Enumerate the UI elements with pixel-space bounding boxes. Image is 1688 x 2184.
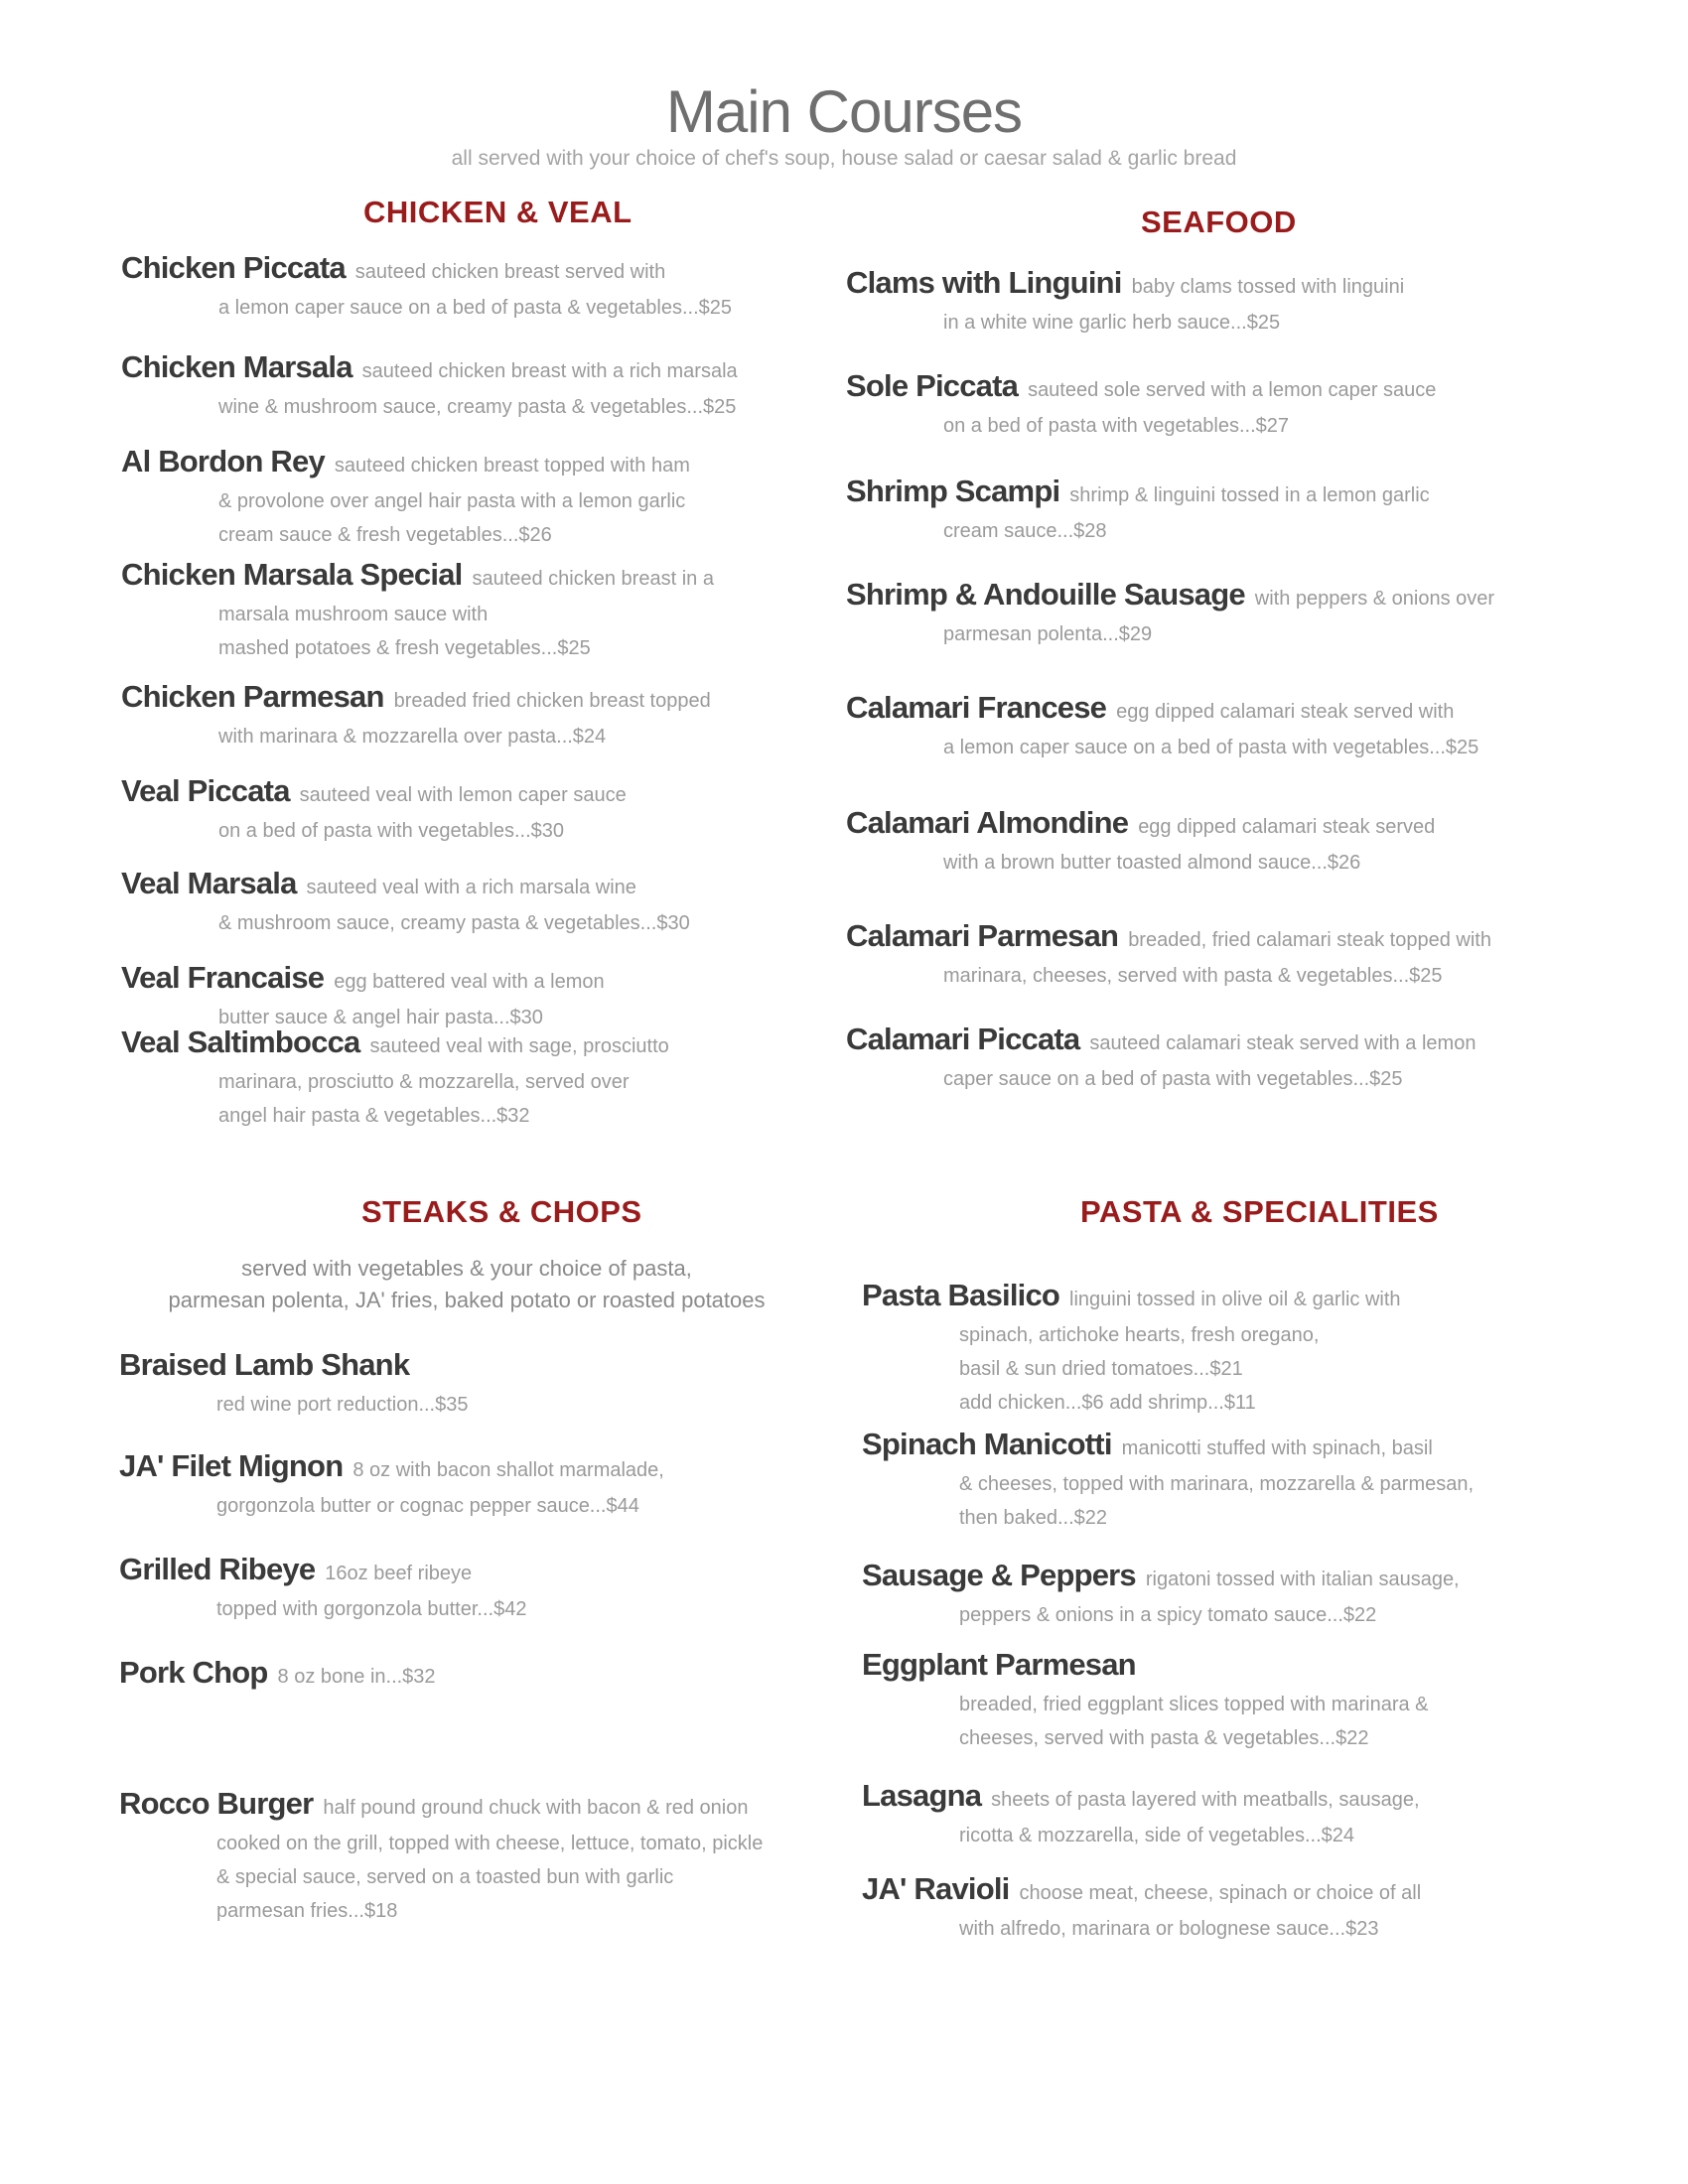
- item-desc: choose meat, cheese, spinach or choice of all: [1019, 1882, 1422, 1904]
- item-desc: marinara, prosciutto & mozzarella, served over: [218, 1071, 630, 1093]
- menu-item-eggplant-parmesan: [862, 1648, 1577, 1755]
- item-desc: caper sauce on a bed of pasta with vegetables...$25: [943, 1068, 1403, 1090]
- item-name: Shrimp & Andouille Sausage: [846, 577, 1245, 612]
- item-desc: egg dipped calamari steak served: [1138, 816, 1436, 838]
- item-desc: marsala mushroom sauce with: [218, 604, 489, 625]
- item-desc: ricotta & mozzarella, side of vegetables...$24: [959, 1825, 1354, 1846]
- steaks-note: [109, 1253, 824, 1316]
- item-desc: 8 oz bone in...$32: [277, 1666, 436, 1688]
- item-desc: with marinara & mozzarella over pasta...$24: [218, 726, 607, 748]
- item-desc: topped with gorgonzola butter...$42: [216, 1598, 527, 1620]
- item-desc: basil & sun dried tomatoes...$21: [959, 1358, 1243, 1380]
- item-desc: angel hair pasta & vegetables...$32: [218, 1105, 530, 1127]
- item-name: Sausage & Peppers: [862, 1558, 1136, 1592]
- item-desc: in a white wine garlic herb sauce...$25: [943, 312, 1281, 334]
- item-desc: baby clams tossed with linguini: [1131, 276, 1405, 298]
- item-desc: sauteed veal with sage, prosciutto: [369, 1035, 669, 1057]
- menu-item-ravioli: [862, 1872, 1577, 1946]
- item-name: Clams with Linguini: [846, 265, 1122, 300]
- item-name: Calamari Francese: [846, 690, 1107, 725]
- item-desc: manicotti stuffed with spinach, basil: [1121, 1437, 1433, 1459]
- menu-item-spinach-manicotti: [862, 1428, 1577, 1535]
- item-name: Veal Marsala: [121, 866, 297, 900]
- item-name: Calamari Parmesan: [846, 918, 1119, 953]
- item-name: Eggplant Parmesan: [862, 1647, 1136, 1682]
- item-desc: sauteed calamari steak served with a lemon: [1089, 1032, 1477, 1054]
- item-name: Chicken Parmesan: [121, 679, 384, 714]
- item-name: Shrimp Scampi: [846, 474, 1060, 508]
- item-desc: cooked on the grill, topped with cheese, lettuce, tomato, pickle: [216, 1833, 764, 1854]
- item-desc: parmesan fries...$18: [216, 1900, 398, 1922]
- item-desc: on a bed of pasta with vegetables...$27: [943, 415, 1290, 437]
- item-desc: then baked...$22: [959, 1507, 1108, 1529]
- item-desc: wine & mushroom sauce, creamy pasta & vegetables...$25: [218, 396, 737, 418]
- item-name: JA' Filet Mignon: [119, 1448, 344, 1483]
- item-desc: butter sauce & angel hair pasta...$30: [218, 1007, 543, 1028]
- item-desc: a lemon caper sauce on a bed of pasta & vegetables...$25: [218, 297, 733, 319]
- menu-item-lamb-shank: [119, 1348, 755, 1422]
- section-heading-steaks-chops: STEAKS & CHOPS: [361, 1194, 642, 1229]
- menu-item-grilled-ribeye: [119, 1553, 755, 1626]
- item-desc: add chicken...$6 add shrimp...$11: [959, 1392, 1256, 1414]
- item-desc: & special sauce, served on a toasted bun with garlic: [216, 1866, 674, 1888]
- menu-item-calamari-parmesan: [846, 919, 1561, 993]
- item-desc: gorgonzola butter or cognac pepper sauce...$44: [216, 1495, 639, 1517]
- item-desc: & mushroom sauce, creamy pasta & vegetables...$30: [218, 912, 690, 934]
- item-desc: shrimp & linguini tossed in a lemon garlic: [1069, 484, 1430, 506]
- menu-item-shrimp-scampi: [846, 475, 1561, 548]
- item-desc: cream sauce & fresh vegetables...$26: [218, 524, 552, 546]
- menu-item-chicken-parmesan: [121, 680, 757, 753]
- item-name: Veal Piccata: [121, 773, 290, 808]
- item-name: Sole Piccata: [846, 368, 1019, 403]
- item-name: Calamari Piccata: [846, 1022, 1080, 1056]
- item-desc: sauteed veal with lemon caper sauce: [299, 784, 627, 806]
- item-desc: & provolone over angel hair pasta with a lemon garlic: [218, 490, 686, 512]
- menu-item-chicken-piccata: [121, 251, 757, 325]
- item-desc: sheets of pasta layered with meatballs, sausage,: [991, 1789, 1420, 1811]
- item-desc: a lemon caper sauce on a bed of pasta with vegetables...$25: [943, 737, 1479, 758]
- item-name: Veal Francaise: [121, 960, 325, 995]
- section-heading-pasta: PASTA & SPECIALITIES: [1080, 1194, 1439, 1229]
- item-name: Grilled Ribeye: [119, 1552, 316, 1586]
- menu-item-sausage-peppers: [862, 1559, 1577, 1632]
- item-desc: with a brown butter toasted almond sauce...$26: [943, 852, 1361, 874]
- menu-item-pork-chop: [119, 1656, 755, 1696]
- menu-item-veal-piccata: [121, 774, 757, 848]
- menu-item-filet-mignon: [119, 1449, 755, 1523]
- item-desc: with peppers & onions over: [1254, 588, 1495, 610]
- item-name: Al Bordon Rey: [121, 444, 325, 478]
- item-desc: breaded, fried eggplant slices topped with marinara &: [959, 1694, 1429, 1715]
- item-name: Pork Chop: [119, 1655, 268, 1690]
- item-desc: rigatoni tossed with italian sausage,: [1145, 1569, 1460, 1590]
- menu-item-clams-linguini: [846, 266, 1561, 340]
- item-desc: sauteed chicken breast served with: [354, 261, 666, 283]
- item-desc: cheeses, served with pasta & vegetables...$22: [959, 1727, 1369, 1749]
- menu-item-al-bordon-rey: [121, 445, 757, 552]
- menu-item-calamari-francese: [846, 691, 1561, 764]
- menu-item-lasagna: [862, 1779, 1577, 1852]
- menu-item-chicken-marsala: [121, 350, 757, 424]
- menu-item-calamari-almondine: [846, 806, 1561, 880]
- item-desc: 16oz beef ribeye: [325, 1563, 473, 1584]
- steaks-note-line: parmesan polenta, JA' fries, baked potato or roasted potatoes: [168, 1288, 766, 1312]
- menu-item-veal-francaise: [121, 961, 757, 1034]
- item-desc: sauteed veal with a rich marsala wine: [306, 877, 636, 898]
- item-name: Lasagna: [862, 1778, 982, 1813]
- item-desc: breaded fried chicken breast topped: [393, 690, 711, 712]
- menu-item-calamari-piccata: [846, 1023, 1561, 1096]
- item-desc: mashed potatoes & fresh vegetables...$25: [218, 637, 591, 659]
- item-name: Rocco Burger: [119, 1786, 314, 1821]
- page-title: Main Courses: [665, 78, 1023, 145]
- item-name: Chicken Marsala: [121, 349, 352, 384]
- menu-item-pasta-basilico: [862, 1279, 1577, 1420]
- item-desc: linguini tossed in olive oil & garlic with: [1069, 1289, 1401, 1310]
- item-name: Calamari Almondine: [846, 805, 1129, 840]
- item-name: Veal Saltimbocca: [121, 1024, 360, 1059]
- item-desc: sauteed sole served with a lemon caper sauce: [1028, 379, 1437, 401]
- item-desc: & cheeses, topped with marinara, mozzarella & parmesan,: [959, 1473, 1475, 1495]
- item-desc: marinara, cheeses, served with pasta & vegetables...$25: [943, 965, 1443, 987]
- item-desc: with alfredo, marinara or bolognese sauce...$23: [959, 1918, 1379, 1940]
- menu-item-shrimp-andouille: [846, 578, 1561, 651]
- item-name: Chicken Piccata: [121, 250, 346, 285]
- item-name: JA' Ravioli: [862, 1871, 1010, 1906]
- page-subtitle: all served with your choice of chef's soup, house salad or caesar salad & garlic bread: [451, 147, 1237, 170]
- item-desc: on a bed of pasta with vegetables...$30: [218, 820, 565, 842]
- item-desc: spinach, artichoke hearts, fresh oregano,: [959, 1324, 1320, 1346]
- item-desc: breaded, fried calamari steak topped with: [1128, 929, 1491, 951]
- item-name: Spinach Manicotti: [862, 1427, 1112, 1461]
- item-desc: sauteed chicken breast in a: [472, 568, 714, 590]
- item-desc: cream sauce...$28: [943, 520, 1107, 542]
- item-desc: half pound ground chuck with bacon & red onion: [323, 1797, 749, 1819]
- item-desc: egg battered veal with a lemon: [334, 971, 605, 993]
- section-heading-seafood: SEAFOOD: [1141, 205, 1297, 239]
- item-desc: red wine port reduction...$35: [216, 1394, 469, 1416]
- item-desc: peppers & onions in a spicy tomato sauce...$22: [959, 1604, 1377, 1626]
- menu-item-rocco-burger: [119, 1787, 834, 1928]
- item-desc: parmesan polenta...$29: [943, 623, 1153, 645]
- section-heading-chicken-veal: CHICKEN & VEAL: [363, 195, 633, 229]
- item-name: Braised Lamb Shank: [119, 1347, 410, 1382]
- menu-item-chicken-marsala-special: [121, 558, 757, 665]
- item-desc: sauteed chicken breast with a rich marsala: [361, 360, 738, 382]
- menu-item-veal-marsala: [121, 867, 757, 940]
- item-name: Chicken Marsala Special: [121, 557, 463, 592]
- menu-item-sole-piccata: [846, 369, 1561, 443]
- menu-item-veal-saltimbocca: [121, 1025, 757, 1133]
- item-desc: sauteed chicken breast topped with ham: [334, 455, 690, 477]
- item-desc: 8 oz with bacon shallot marmalade,: [352, 1459, 664, 1481]
- steaks-note-line: served with vegetables & your choice of pasta,: [241, 1256, 692, 1281]
- item-desc: egg dipped calamari steak served with: [1116, 701, 1455, 723]
- item-name: Pasta Basilico: [862, 1278, 1060, 1312]
